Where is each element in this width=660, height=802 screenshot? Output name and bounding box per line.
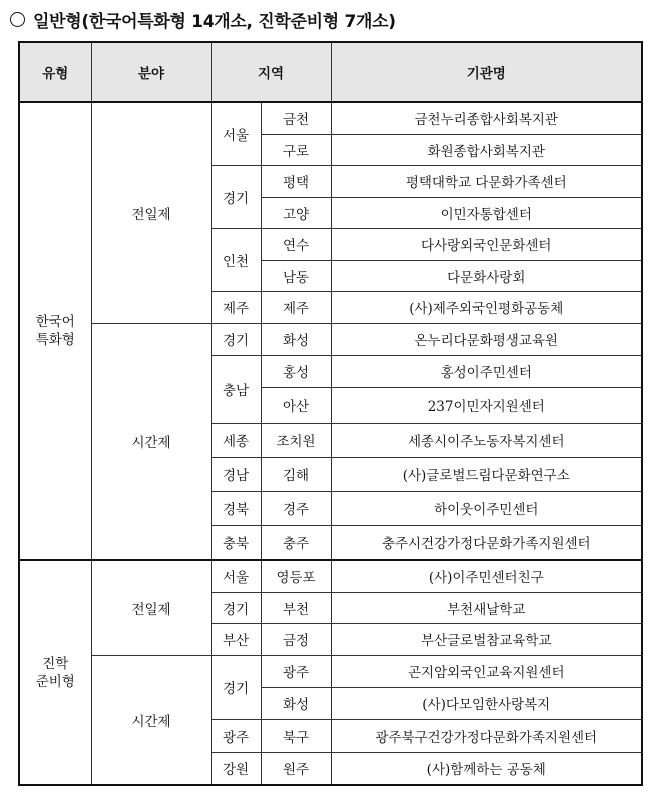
institution-cell: 금천누리종합사회복지관 — [331, 102, 642, 134]
field-full-cell: 전일제 — [91, 560, 211, 655]
city-cell: 고양 — [261, 197, 331, 228]
city-cell: 연수 — [261, 228, 331, 260]
institution-cell: 화원종합사회복지관 — [331, 134, 642, 165]
city-cell: 광주 — [261, 655, 331, 687]
city-cell: 경주 — [261, 491, 331, 525]
institution-cell: 이민자통합센터 — [331, 197, 642, 228]
region-cell: 세종 — [211, 423, 261, 457]
city-cell: 원주 — [261, 752, 331, 785]
region-cell: 강원 — [211, 752, 261, 785]
city-cell: 아산 — [261, 387, 331, 423]
institution-cell: 다사랑외국인문화센터 — [331, 228, 642, 260]
city-cell: 평택 — [261, 165, 331, 197]
region-cell: 경기 — [211, 323, 261, 355]
city-cell: 남동 — [261, 260, 331, 291]
region-cell: 경기 — [211, 655, 261, 719]
institution-cell: 다문화사랑회 — [331, 260, 642, 291]
region-cell: 인천 — [211, 228, 261, 291]
institution-cell: (사)다모임한사랑복지 — [331, 687, 642, 719]
city-cell: 구로 — [261, 134, 331, 165]
city-cell: 홍성 — [261, 355, 331, 387]
header-region: 지역 — [211, 42, 331, 102]
institution-cell: 237이민자지원센터 — [331, 387, 642, 423]
table-row — [19, 102, 642, 134]
institution-cell: 온누리다문화평생교육원 — [331, 323, 642, 355]
city-cell: 충주 — [261, 525, 331, 560]
region-cell: 제주 — [211, 291, 261, 323]
institution-cell: 세종시이주노동자복지센터 — [331, 423, 642, 457]
city-cell: 금정 — [261, 623, 331, 655]
region-cell: 충남 — [211, 355, 261, 423]
institution-cell: 홍성이주민센터 — [331, 355, 642, 387]
institution-cell: 하이웃이주민센터 — [331, 491, 642, 525]
field-part-cell: 시간제 — [91, 655, 211, 785]
region-cell: 서울 — [211, 102, 261, 165]
institution-cell: 평택대학교 다문화가족센터 — [331, 165, 642, 197]
city-cell: 제주 — [261, 291, 331, 323]
header-field: 분야 — [91, 42, 211, 102]
section-title — [6, 2, 396, 36]
region-cell: 광주 — [211, 719, 261, 752]
region-cell: 경북 — [211, 491, 261, 525]
region-cell: 서울 — [211, 560, 261, 592]
institution-cell: (사)제주외국인평화공동체 — [331, 291, 642, 323]
table-row — [19, 323, 642, 355]
city-cell: 영등포 — [261, 560, 331, 592]
city-cell: 화성 — [261, 687, 331, 719]
institution-cell: (사)글로벌드림다문화연구소 — [331, 457, 642, 491]
type-prep-cell: 진학 준비형 — [19, 560, 91, 785]
header-type: 유형 — [19, 42, 91, 102]
field-full-cell: 전일제 — [91, 102, 211, 323]
header-institution: 기관명 — [331, 42, 642, 102]
type-korean-cell: 한국어 특화형 — [19, 102, 91, 560]
institution-cell: (사)함께하는 공동체 — [331, 752, 642, 785]
table-row — [19, 655, 642, 687]
city-cell: 부천 — [261, 592, 331, 623]
institution-cell: (사)이주민센터친구 — [331, 560, 642, 592]
institution-cell: 부산글로벌참교육학교 — [331, 623, 642, 655]
city-cell: 조치원 — [261, 423, 331, 457]
region-cell: 경기 — [211, 165, 261, 228]
institution-table — [18, 41, 643, 786]
region-cell: 경기 — [211, 592, 261, 623]
header-row — [19, 42, 642, 102]
region-cell: 충북 — [211, 525, 261, 560]
circle-bullet-icon — [10, 12, 25, 27]
region-cell: 경남 — [211, 457, 261, 491]
institution-cell: 충주시건강가정다문화가족지원센터 — [331, 525, 642, 560]
city-cell: 북구 — [261, 719, 331, 752]
field-part-cell: 시간제 — [91, 323, 211, 560]
region-cell: 부산 — [211, 623, 261, 655]
city-cell: 김해 — [261, 457, 331, 491]
section-title-text: 일반형(한국어특화형 14개소, 진학준비형 7개소) — [33, 11, 396, 32]
institution-cell: 곤지암외국인교육지원센터 — [331, 655, 642, 687]
city-cell: 화성 — [261, 323, 331, 355]
table-row — [19, 560, 642, 592]
institution-cell: 광주북구건강가정다문화가족지원센터 — [331, 719, 642, 752]
institution-cell: 부천새날학교 — [331, 592, 642, 623]
city-cell: 금천 — [261, 102, 331, 134]
